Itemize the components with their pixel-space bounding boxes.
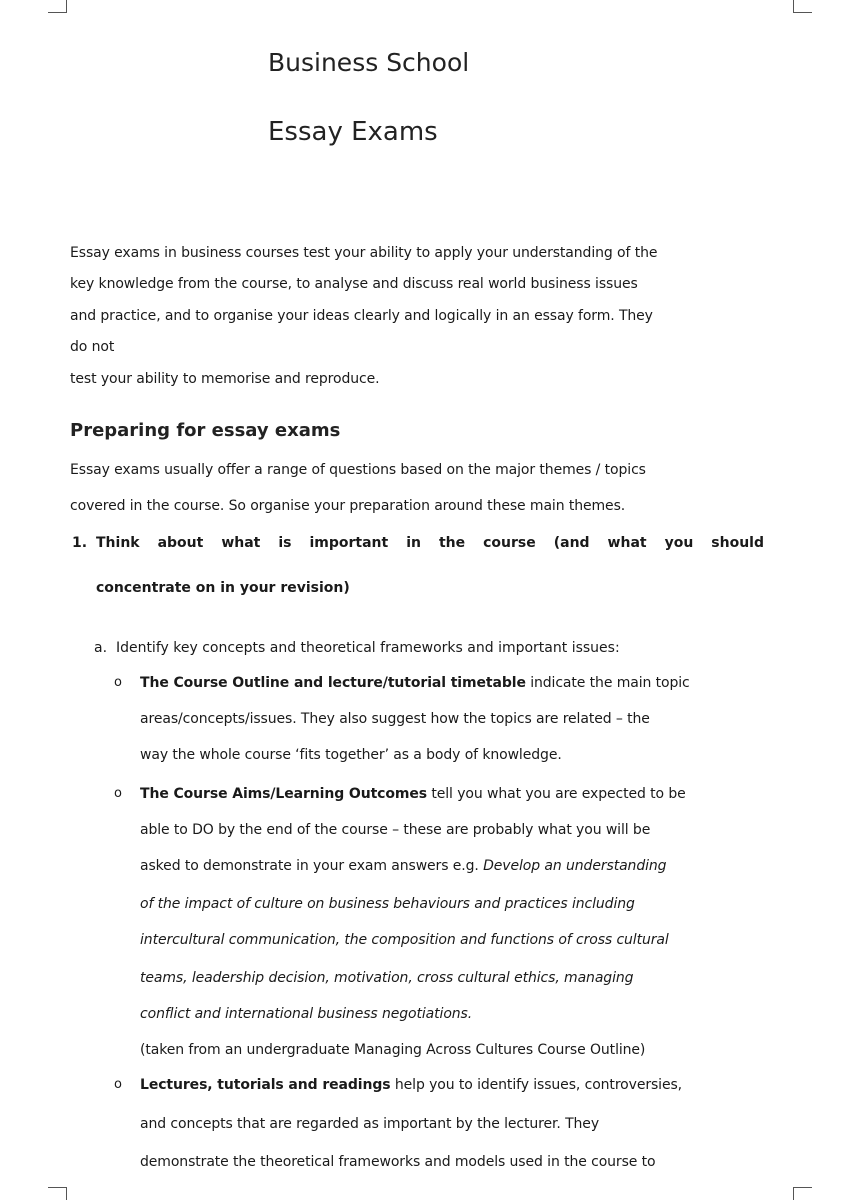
intro-line: do not: [70, 339, 115, 355]
sub-item-text: Identify key concepts and theoretical frameworks and important issues:: [115, 640, 620, 656]
intro-line: and practice, and to organise your ideas clearly and logically in an essay form. They: [70, 308, 653, 324]
bullet-italic-line: teams, leadership decision, motivation, cross cultural ethics, managing: [140, 970, 634, 986]
bullet-lead: Lectures, tutorials and readings: [140, 1077, 391, 1093]
intro-line: key knowledge from the course, to analyse and discuss real world business issues: [70, 276, 638, 292]
page-corner-bottom-right: [793, 1187, 812, 1200]
intro-line: test your ability to memorise and reproduce.: [70, 371, 380, 387]
bullet-line: able to DO by the end of the course – these are probably what you will be: [140, 822, 651, 838]
bullet-line: areas/concepts/issues. They also suggest how the topics are related – the: [140, 711, 650, 727]
bullet-rest: indicate the main topic: [525, 675, 690, 691]
section-line: Essay exams usually offer a range of questions based on the major themes / topics: [70, 462, 646, 478]
bullet-line: [140, 858, 666, 874]
bullet-line: and concepts that are regarded as important by the lecturer. They: [140, 1116, 600, 1132]
sub-item-a: [94, 640, 620, 656]
bullet-line: way the whole course ‘fits together’ as a body of knowledge.: [140, 747, 562, 763]
list-item-line: concentrate on in your revision): [96, 580, 350, 596]
intro-line: Essay exams in business courses test your ability to apply your understanding of the: [70, 245, 658, 261]
section-line: covered in the course. So organise your preparation around these main themes.: [70, 498, 626, 514]
bullet-rest: tell you what you are expected to be: [427, 786, 686, 802]
bullet-source: (taken from an undergraduate Managing Across Cultures Course Outline): [140, 1042, 646, 1058]
bullet-plain: asked to demonstrate in your exam answers e.g.: [140, 858, 484, 874]
page-corner-top-left: [48, 0, 67, 13]
bullet-line: [140, 1077, 682, 1093]
bullet-lead: The Course Outline and lecture/tutorial timetable: [140, 675, 526, 691]
bullet-lead: The Course Aims/Learning Outcomes: [140, 786, 428, 802]
page-title: Essay Exams: [268, 117, 438, 147]
bullet-italic: Develop an understanding: [483, 858, 667, 874]
page-corner-top-right: [793, 0, 812, 13]
section-heading: Preparing for essay exams: [70, 420, 341, 441]
bullet-line: demonstrate the theoretical frameworks and models used in the course to: [140, 1154, 656, 1170]
bullet-italic-line: of the impact of culture on business behaviours and practices including: [140, 896, 635, 912]
school-heading: Business School: [268, 48, 470, 77]
bullet-italic-line: conflict and international business negotiations.: [140, 1006, 473, 1022]
bullet-marker: o: [114, 675, 122, 690]
bullet-marker: o: [114, 1077, 122, 1092]
sub-item-letter: a.: [94, 640, 108, 656]
bullet-line: [140, 675, 690, 691]
page-corner-bottom-left: [48, 1187, 67, 1200]
bullet-marker: o: [114, 786, 122, 801]
list-item-line: Think about what is important in the course (and what you should: [96, 535, 764, 551]
bullet-italic-line: intercultural communication, the composition and functions of cross cultural: [140, 932, 669, 948]
bullet-line: [140, 786, 686, 802]
list-number: 1.: [72, 535, 88, 551]
bullet-rest: help you to identify issues, controversies,: [390, 1077, 683, 1093]
